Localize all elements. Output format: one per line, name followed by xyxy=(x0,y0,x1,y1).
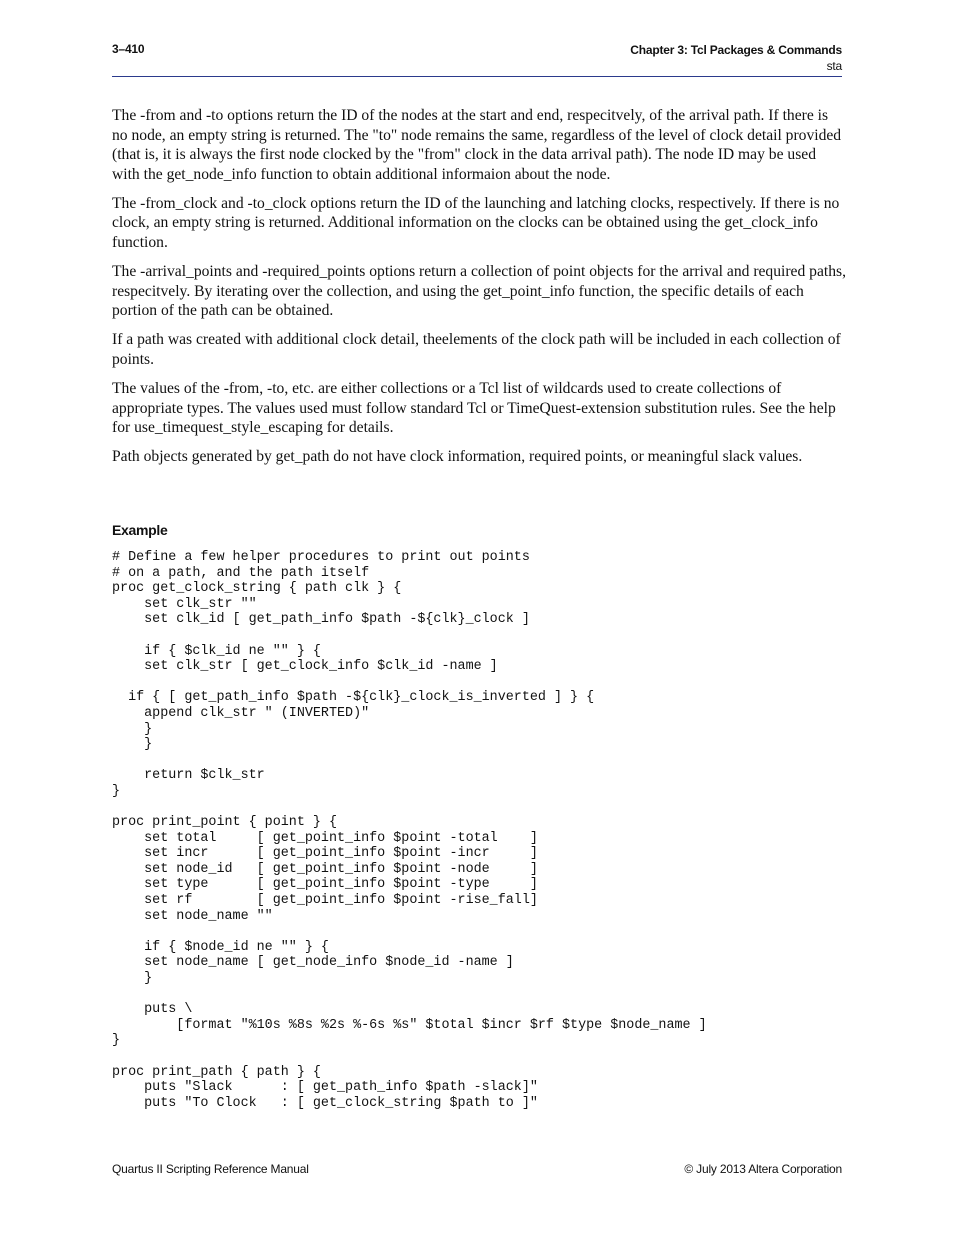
paragraph-clocks: The -from_clock and -to_clock options return the ID of the launching and latching clocks, respectively. If there is no clock, an empty string is returned. Additional information on the clocks can be obtained using the get_clock_info function. xyxy=(112,194,840,252)
section-name: sta xyxy=(826,59,842,73)
chapter-title: Chapter 3: Tcl Packages & Commands xyxy=(630,43,842,57)
footer-copyright: © July 2013 Altera Corporation xyxy=(684,1162,842,1176)
paragraph-path-objects: Path objects generated by get_path do not have clock information, required points, or meaningful slack values. xyxy=(112,448,803,466)
running-header xyxy=(630,42,842,74)
footer-manual-title: Quartus II Scripting Reference Manual xyxy=(112,1162,309,1176)
page-number: 3–410 xyxy=(112,42,145,56)
paragraph-values: The values of the -from, -to, etc. are either collections or a Tcl list of wildcards used to create collections of appropriate types. The values used must follow standard Tcl or TimeQuest-extension substitution rules. See the help for use_timequest_style_escaping for details. xyxy=(112,380,836,437)
header-divider xyxy=(112,76,842,77)
code-example: # Define a few helper procedures to print out points # on a path, and the path itself proc get_clock_string { path clk } { set clk_str "" set clk_id [ get_path_info $path -${clk}_clock ] if { $clk_id ne "" } { set clk_str [ get_clock_info $clk_id -name ] if { [ get_path_info $path -${clk}_clock_is_inverted ] } { append clk_str " (INVERTED)" } } return $clk_str } proc print_point { point } { set total [ get_point_info $point -total ] set incr [ get_point_info $point -incr ] set node_id [ get_point_info $point -node ] set type [ get_point_info $point -type ] set rf [ get_point_info $point -rise_fall] set node_name "" if { $node_id ne "" } { set node_name [ get_node_info $node_id -name ] } puts \ [format "%10s %8s %2s %-6s %s" $total $incr $rf $type $node_name ] } proc print_path { path } { puts "Slack : [ get_path_info $path -slack]" puts "To Clock : [ get_clock_string $path to ]" xyxy=(112,550,707,1111)
paragraph-clock-detail: If a path was created with additional clock detail, theelements of the clock path will be included in each collection of points. xyxy=(112,331,841,369)
example-heading: Example xyxy=(112,522,168,538)
paragraph-from-to: The -from and -to options return the ID of the nodes at the start and end, respecitvely, of the arrival path. If there is no node, an empty string is returned. The "to" node remains the same, regardless of the level of clock detail provided (that is, it is always the first node clocked by the "from" clock in the data arrival path). The node ID may be used with the get_node_info function to obtain additional informaion about the node. xyxy=(112,107,842,183)
body-text xyxy=(112,106,847,477)
paragraph-points: The -arrival_points and -required_points options return a collection of point objects for the arrival and required paths, respecitvely. By iterating over the collection, and using the get_point_info function, the specific details of each portion of the path can be obtained. xyxy=(112,263,846,320)
